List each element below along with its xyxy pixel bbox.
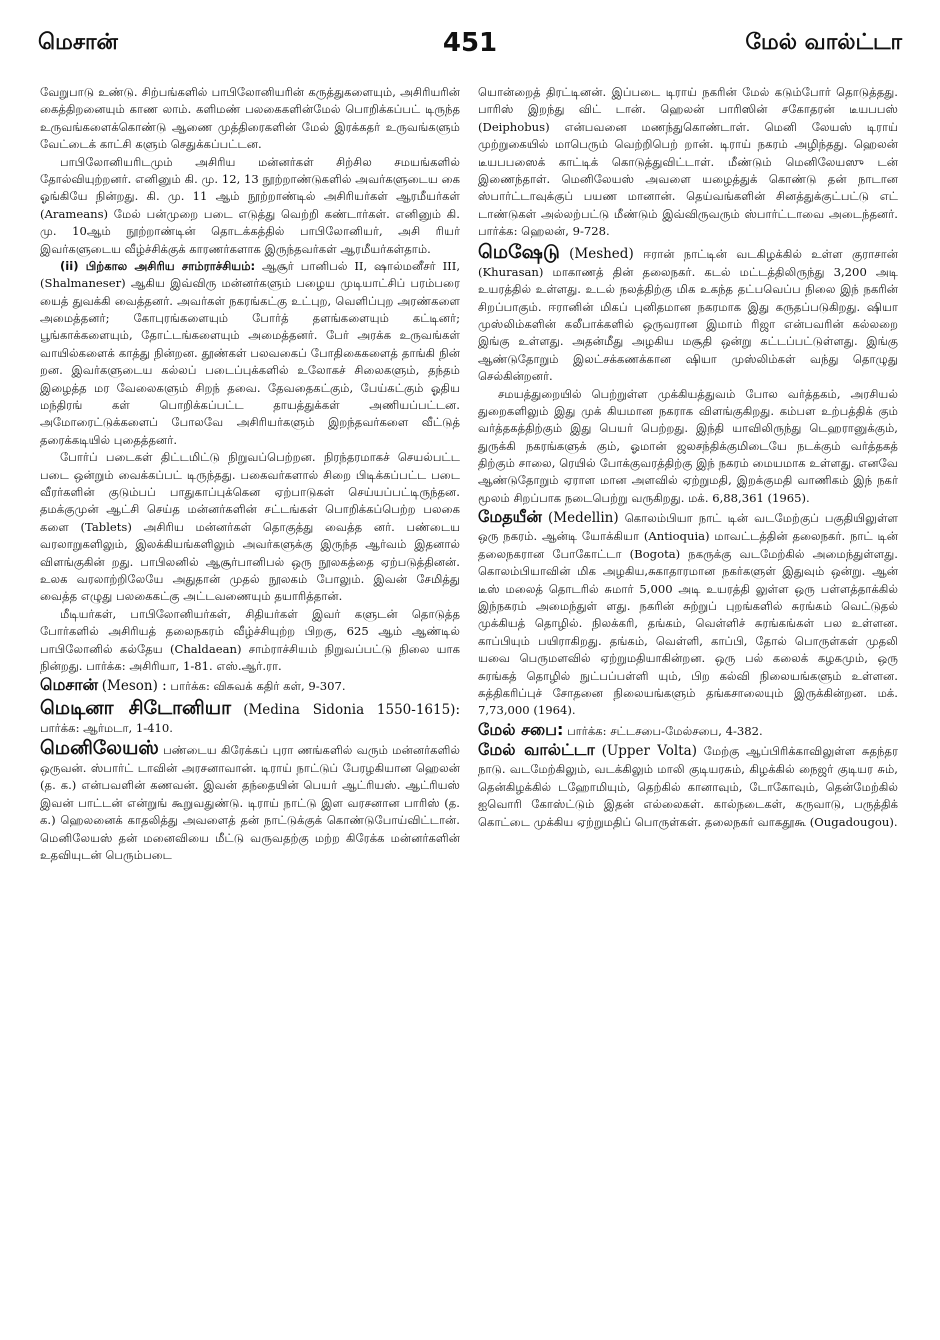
paragraph-text: ஆசூர் பானிபல் II, ஷால்மனீசர் III, (Shalmaneser) ஆகிய இவ்விரு மன்னர்களும் பழைய முடியாட்சிப் பரம்பரை யைத் துவக்கி வைத்தனர். அவர்கள் நகரங்கட்கு உட்புற, வெளிப்புற அரண்களை அமைத்தனர்; கோபுரங்களையும் போர்த் தளங்களையும் கட்டினர்; பூங்காக்களையும், தோட்டங்களையும் அமைத்தனர். பேர் அரக்க உருவங்கள் வாயில்களைக் காத்து நின்றன. தூண்கள் பலவகைப் போதிகைகளைத் தாங்கி நின் றன. இவர்களுடைய கல்லப் படைப்புக்களில் உலோகச் சிலைகளும், தந்தம் இழைத்த மர வேலைகளும் சிறந் தவை. தேவதைகட்கும், பேய்கட்கும் ஓதிய மந்திரங் கள் பொறிக்கப்பட்ட தாயத்துக்கள் அணியப்பட்டன. அமோரைட்டுக்களைப் போலவே அசிரியர்களும் இறந்தவர்களை வீட்டுத் தரைக்கடியில் புதைத்தனர். [40, 258, 460, 447]
entry-headword: மேதயீன் [478, 507, 542, 527]
paragraph: பாபிலோனியரிடமும் அசிரிய மன்னர்கள் சிற்சில சமயங்களில் தோல்வியுற்றனர். எனினும் கி. மு. 12, 13 நூற்றாண்டுகளில் அவர்களுடைய கை ஓங்கியே நின்றது. கி. மு. 11 ஆம் நூற்றாண்டில் அசிரியர்கள் ஆரமீயர்கள் (Arameans) மேல் பன்முறை படை எடுத்து வெற்றி கண்டார்கள். எனினும் கி. மு. 10ஆம் நூற்றாண்டின் தொடக்கத்தில் பாபிலோனியர், அசி ரியர் இவர்களுடைய வீழ்ச்சிக்குக் காரணர்களாக இருந்தவர்கள் ஆரமீயர்கள்தாம். [40, 154, 460, 256]
entry-text: பார்க்க: ஆர்மடா, 1-410. [40, 720, 173, 735]
entry-text: மேற்கு ஆப்பிரிக்காவிலுள்ள சுதந்தர நாடு. வடமேற்கிலும், வடக்கிலும் மாலி குடியரசும், கிழக்கில் நைஜர் குடியர சும், தென்கிழக்கில் டஹோமியும், தெற்கில் கானாவும், டோகோவும், தென்மேற்கில் ஐவொரி கோஸ்ட்டும் இதன் எல்லைகள். கால்நடைகள், கருவாடு, பருத்திக் கொட்டை முக்கிய ஏற்றுமதிப் பொருள்கள். தலைநகர் வாகதூகூ (Ougadougou). [478, 744, 898, 829]
entry-text: பண்டைய கிரேக்கப் புரா ணங்களில் வரும் மன்னர்களில் ஒருவன். ஸ்பார்ட் டாவின் அரசனாவான். டிராய் நாட்டுப் பேரழகியான ஹெலன் (த. க.) என்பவளின் கணவன். இவன் தந்தையின் பெயர் ஆட்ரியஸ். ஆட்ரியஸ் இவன் பாட்டன் என்றுங் கூறுவதுண்டு. டிராய் நாட்டு இள வரசனான பாரிஸ் (த. க.) ஹெலனைக் காதலித்து அவளைத் தன் நாட்டுக்குக் கொண்டுபோய்விட்டான். மெனிலேயஸ் தன் மனைவியை மீட்டு வருவதற்கு மற்ற கிரேக்க மன்னர்களின் உதவியுடன் பெரும்படை [40, 743, 460, 862]
page-header [38, 30, 902, 64]
entry-text: பார்க்க: விசுவக் கதிர் கள், 9-307. [170, 679, 346, 694]
entry-headword: மெனிலேயஸ் [40, 737, 159, 760]
paragraph: போர்ப் படைகள் திட்டமிட்டு நிறுவப்பெற்றன. நிரந்தரமாகச் செயல்பட்ட படை ஒன்றும் வைக்கப்பட் டிருந்தது. பகைவர்களால் சிறை பிடிக்கப்பட்ட படை வீரர்களின் குடும்பப் பாதுகாப்புக்கென ஏற்பாடுகள் செய்யப்பட்டிருந்தன. தமக்குமுன் ஆட்சி செய்த மன்னர்களின் சட்டங்கள் பொறிக்கப்பெற்ற பலகை களை (Tablets) அசிரிய மன்னர்கள் தொகுத்து வைத்த னர். பண்டைய வரலாறுகளிலும், இலக்கியங்களிலும் அவர்களுக்கு இருந்த ஆர்வம் இதனால் விளங்குகின் றது. பாபிலனில் ஆசூர்பானிபல் ஒரு நூலகத்தை ஏற்படுத்தினன். உலக வரலாற்றிலேயே அதுதான் முதல் நூலகம் போலும். இவன் சேமித்து வைத்த எழுது பலகைகட்கு அட்டவணையும் தயாரித்தான். [40, 450, 460, 604]
entry-text: பார்க்க: சட்டசபை-மேல்சபை, 4-382. [567, 723, 763, 738]
entry-headword: மேல் வால்ட்டா [478, 740, 595, 760]
entry-headword: மெஷேடு [478, 240, 560, 263]
entry-text: ஈரான் நாட்டின் வடகிழக்கில் உள்ள குராசான் (Khurasan) மாகாணத் தின் தலைநகர். கடல் மட்டத்திலிருந்து 3,200 அடி உயரத்தில் உள்ளது. உடல் நலத்திற்கு மிக உகந்த தட்பவெப்ப நிலை இந் நகரின் சிறப்பாகும். ஈரானின் மிகப் புனிதமான நகரமாக இது கருதப்படுகிறது. ஷியா முஸ்லிம்களின் கலீபாக்களில் ஒருவரான இமாம் ரிஜா என்பவரின் கல்லறை இங்கு உள்ளது. அதன்மீது அழகிய மசூதி ஒன்று கட்டப்பட்டுள்ளது. இங்கு ஆண்டுதோறும் இலட்சக்கணக்கான ஷியா முஸ்லிம்கள் வந்து தொழுது செல்கின்றனர். [478, 246, 898, 384]
entry-english-name: (Medina Sidonia 1550-1615): [243, 701, 460, 718]
paragraph: யொன்றைத் திரட்டினன். இப்படை டிராய் நகரின் மேல் கடும்போர் தொடுத்தது. பாரிஸ் இறந்து விட் டான். ஹெலன் பாரிஸின் சகோதரன் டீயபபஸ் (Deiphobus) என்பவனை மணந்துகொண்டாள். மெனி லேயஸ் டிராய் முற்றுகையில் மாபெரும் வெற்றிபெற் றான். டிராய் நகரம் அழிந்தது. ஹெலன் டீயபபஸைக் காட்டிக் கொடுத்துவிட்டாள். மீண்டும் மெனிலேயஸு டன் இணைந்தாள். மெனிலேயஸ் அவளை யழைத்துக் கொண்டு தன் நாடான ஸ்பார்ட்டாவுக்குப் பயண மானான். தெய்வங்களின் சினத்துக்குட்பட்டு எட் டாண்டுகள் அல்லற்பட்டு மீண்டும் இவ்விருவரும் ஸ்பார்ட்டாவை அடைந்தனர். பார்க்க: ஹெலன், 9-728. [478, 85, 898, 239]
entry-headword: மெடினா சிடோனியா [40, 696, 232, 719]
header-left-guide-word: மெசான் [38, 30, 118, 55]
paragraph [40, 258, 460, 449]
left-column [40, 84, 460, 1314]
entry-headword: மேல் சபை: [478, 719, 564, 739]
entry-meshed [478, 241, 898, 386]
entry-medina-sidonia [40, 697, 460, 738]
entry-text: கொலம்பியா நாட் டின் வடமேற்குப் பகுதியிலுள்ள ஒரு நகரம். ஆன்டி யோக்கியா (Antioquia) மாவட்டத்தின் தலைநகர். நாட் டின் தலைநகரான போகோட்டா (Bogota) நகருக்கு வடமேற்கில் அமைந்துள்ளது. கொலம்பியாவின் மிக அழகிய,சுகாதாரமான நகர்களுள் இதுவும் ஒன்று. ஆன் டீஸ் மலைத் தொடரில் சுமார் 5,000 அடி உயரத்தி லுள்ள ஒரு பள்ளத்தாக்கில் இந்நகரம் அமைந்துள் ளது. நகரின் சுற்றுப் புறங்களில் சுரங்கம் வெட்டுதல் முக்கியத் தொழில். நிலக்கரி, தங்கம், வெள்ளிச் சுரங்கங்கள் பல உள்ளன. காப்பியும் பயிராகிறது. தங்கம், வெள்ளி, காப்பி, தோல் பொருள்கள் முதலி யவை பெருமளவில் ஏற்றுமதியாகின்றன. ஒரு பல் கலைக் கழகமும், ஒரு சுரங்கத் தொழில் நுட்பப்பள்ளி யும், பிற கல்வி நிலையங்களும் உள்ளன. சுத்திகரிப்புச் சோதனை நிலையங்களும் தங்கசாலையும் இருக்கின்றன. மக். 7,73,000 (1964). [478, 511, 898, 718]
right-column [478, 84, 898, 1314]
paragraph: சமயத்துறையில் பெற்றுள்ள முக்கியத்துவம் போல வர்த்தகம், அரசியல் துறைகளிலும் இது முக் கியமான நகராக விளங்குகிறது. கம்பள உற்பத்திக் கும் வர்த்தகத்திற்கும் இது பெயர் பெற்றது. இந்தி யாவிலிருந்து டெஹரானுக்கும், துருக்கி நகரங்களுக் கும், ஓமான் ஜலசந்திக்குமிடையே நடக்கும் வர்த்தகத் திற்கும் சாலை, ரெயில் போக்குவரத்திற்கு இந் நகரம் மையமாக உள்ளது. எனவே ஆண்டுதோறும் ஏராள மான அளவில் ஏற்றுமதி, இறக்குமதி வாணிகம் இந் நகர் மூலம் சிறப்பாக நடைபெற்று வருகிறது. மக். 6,88,361 (1965). [478, 386, 898, 505]
entry-upper-volta [478, 740, 898, 831]
entry-upper-house [478, 720, 898, 740]
entry-english-name: (Meson) : [101, 678, 167, 695]
header-right-guide-word: மேல் வால்ட்டா [745, 30, 902, 55]
entry-english-name: (Meshed) [569, 245, 634, 262]
page-number: 451 [442, 28, 498, 58]
entry-meson [40, 675, 460, 696]
entry-headword: மெசான் [40, 675, 99, 695]
subsection-heading: (ii) பிற்கால அசிரிய சாம்ராச்சியம்: [60, 258, 256, 273]
entry-medellin [478, 507, 898, 720]
paragraph: வேறுபாடு உண்டு. சிற்பங்களில் பாபிலோனியரின் கருத்துகளையும், அசிரியரின் கைத்திறனையும் காண லாம். களிமண் பலகைகளின்மேல் பொறிக்கப்பட் டிருந்த உருவங்களைக்கொண்டு ஆணை முத்திரைகளின் மேல் இரக்கதர் உருவங்களும் வேட்டைக் காட்சி களும் செதுக்கப்பட்டன. [40, 85, 460, 152]
paragraph: மீடியர்கள், பாபிலோனியர்கள், சிதியர்கள் இவர் களுடன் தொடுத்த போர்களில் அசிரியத் தலைநகரம் வீழ்ச்சியுற்ற பிறகு, 625 ஆம் ஆண்டில் பாபிலோனில் கல்தேய (Chaldaean) சாம்ராச்சியம் நிறுவப்பட்டு நிலை யாக நின்றது. பார்க்க: அசிரியா, 1-81. எஸ்.ஆர்.ரா. [40, 606, 460, 673]
entry-english-name: (Upper Volta) [601, 743, 697, 760]
entry-english-name: (Medellin) [547, 510, 619, 527]
entry-menelaus [40, 737, 460, 864]
